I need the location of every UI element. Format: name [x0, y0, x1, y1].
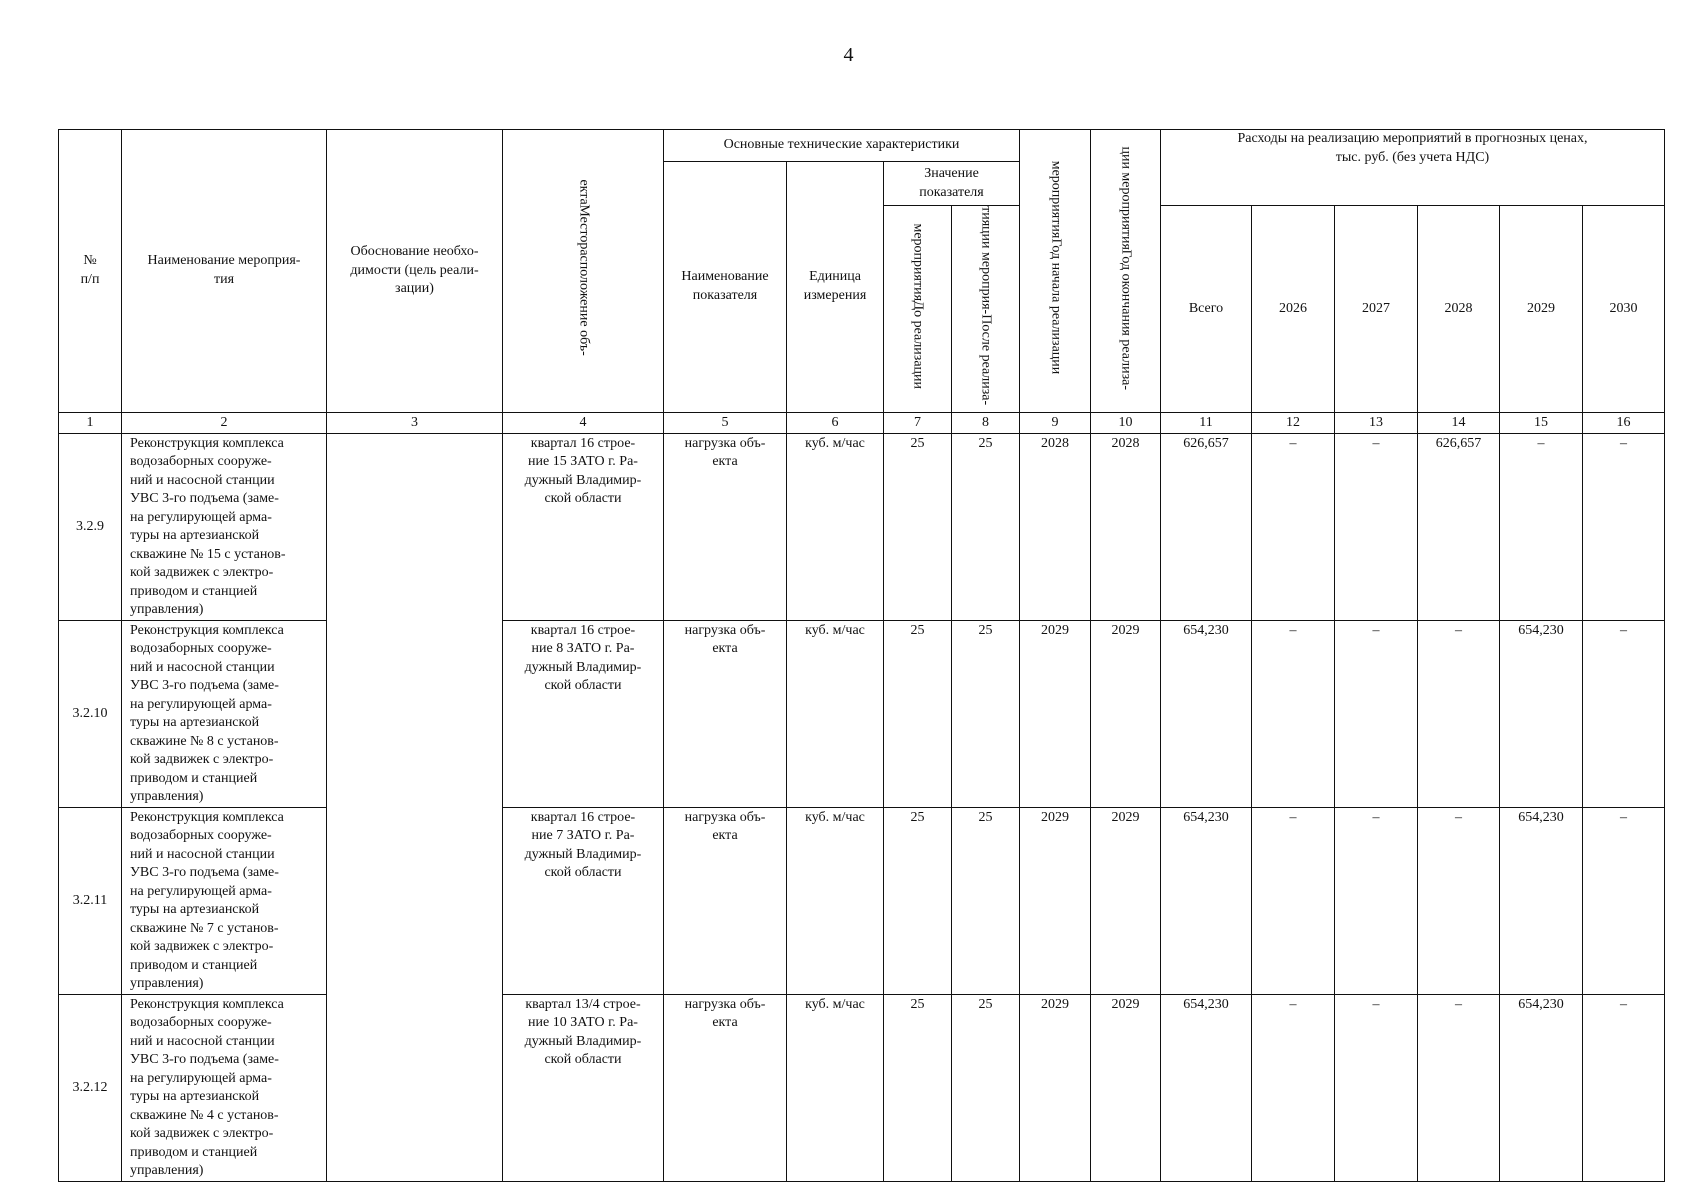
location-cell [503, 994, 664, 1181]
cost-total-cell: 654,230 [1161, 620, 1252, 807]
text-line: Месторасположение объ- [576, 204, 592, 356]
text-line: приводом и станцией [130, 770, 258, 786]
column-number: 12 [1252, 412, 1335, 433]
text-line: тия [978, 206, 994, 227]
column-number: 6 [787, 412, 884, 433]
header-year-2030: 2030 [1583, 206, 1665, 413]
text-line: скважине № 7 с установ- [130, 920, 279, 936]
value-before-cell: 25 [884, 620, 952, 807]
column-number: 10 [1091, 412, 1161, 433]
indicator-name-cell [664, 994, 787, 1181]
value-before-cell: 25 [884, 994, 952, 1181]
text-line: Реконструкция комплекса [130, 622, 284, 638]
year-end-cell: 2029 [1091, 994, 1161, 1181]
value-after-cell: 25 [952, 994, 1020, 1181]
year-end-cell: 2029 [1091, 620, 1161, 807]
cost-2030-cell: – [1583, 433, 1665, 620]
column-number: 13 [1335, 412, 1418, 433]
table-row [59, 994, 1665, 1181]
cost-2027-cell: – [1335, 807, 1418, 994]
text-line: измерения [803, 287, 867, 303]
cost-2026-cell: – [1252, 433, 1335, 620]
text-line: До реализации [910, 300, 926, 389]
cost-total-cell: 654,230 [1161, 994, 1252, 1181]
text-line: № [83, 253, 97, 269]
column-number: 15 [1500, 412, 1583, 433]
text-line: туры на артезианской [130, 528, 260, 544]
value-before-cell: 25 [884, 807, 952, 994]
text-line: водозаборных сооруже- [130, 1015, 272, 1031]
text-line: УВС 3-го подъема (заме- [130, 491, 279, 507]
text-line: После реализа- [978, 314, 994, 406]
cost-2026-cell: – [1252, 994, 1335, 1181]
row-code: 3.2.11 [59, 807, 122, 994]
cost-2029-cell: – [1500, 433, 1583, 620]
text-line: екта [712, 828, 738, 844]
location-cell [503, 807, 664, 994]
text-line: УВС 3-го подъема (заме- [130, 865, 279, 881]
text-line: ний и насосной станции [130, 1033, 275, 1049]
text-line: мероприятия [1048, 160, 1064, 239]
text-line: мероприятия [910, 222, 926, 301]
text-line: нагрузка объ- [684, 996, 766, 1012]
text-line: кой задвижек с электро- [130, 1126, 274, 1142]
header-costs-group [1161, 130, 1665, 206]
text-line: показателя [919, 184, 984, 200]
text-line: димости (цель реали- [350, 262, 479, 278]
cost-2028-cell: – [1418, 620, 1500, 807]
column-number: 4 [503, 412, 664, 433]
page-number: 4 [843, 44, 854, 66]
text-line: водозаборных сооруже- [130, 641, 272, 657]
header-indicator-name [664, 162, 787, 413]
text-line: на регулирующей арма- [130, 883, 272, 899]
column-number: 11 [1161, 412, 1252, 433]
text-line: ние 7 ЗАТО г. Ра- [531, 828, 635, 844]
cost-2026-cell: – [1252, 807, 1335, 994]
text-line: квартал 16 строе- [530, 622, 636, 638]
text-line: Значение [924, 166, 979, 181]
table-row [59, 433, 1665, 620]
cost-2028-cell: – [1418, 994, 1500, 1181]
value-after-cell: 25 [952, 807, 1020, 994]
year-start-cell: 2029 [1020, 807, 1091, 994]
text-line: УВС 3-го подъема (заме- [130, 678, 279, 694]
text-line: Наименование [681, 269, 769, 285]
column-number: 2 [122, 412, 327, 433]
cost-2026-cell: – [1252, 620, 1335, 807]
header-name [122, 130, 327, 413]
text-line: Реконструкция комплекса [130, 809, 284, 825]
cost-2030-cell: – [1583, 620, 1665, 807]
text-line: кой задвижек с электро- [130, 752, 274, 768]
cost-2028-cell: 626,657 [1418, 433, 1500, 620]
header-year-2026: 2026 [1252, 206, 1335, 413]
cost-2029-cell: 654,230 [1500, 620, 1583, 807]
text-line: дужный Владимир- [524, 472, 642, 488]
text-line: ние 15 ЗАТО г. Ра- [528, 454, 638, 470]
year-start-cell: 2029 [1020, 994, 1091, 1181]
header-total: Всего [1161, 206, 1252, 413]
column-number: 16 [1583, 412, 1665, 433]
text-line: квартал 13/4 строе- [525, 996, 641, 1012]
justification-cell [327, 433, 503, 1181]
text-line: приводом и станцией [130, 957, 258, 973]
header-year-2028: 2028 [1418, 206, 1500, 413]
column-number: 1 [59, 412, 122, 433]
row-code: 3.2.12 [59, 994, 122, 1181]
header-value-group [884, 162, 1020, 206]
text-line: дужный Владимир- [524, 1033, 642, 1049]
text-line: туры на артезианской [130, 715, 260, 731]
text-line: водозаборных сооруже- [130, 828, 272, 844]
text-line: Обоснование необхо- [350, 244, 479, 260]
column-number: 7 [884, 412, 952, 433]
header-location [503, 130, 664, 413]
measure-name [122, 807, 327, 994]
text-line: екта [576, 179, 592, 205]
text-line: ний и насосной станции [130, 846, 275, 862]
text-line: кой задвижек с электро- [130, 939, 274, 955]
text-line: управления) [130, 789, 204, 805]
row-code: 3.2.10 [59, 620, 122, 807]
text-line: ской области [544, 865, 622, 881]
cost-2027-cell: – [1335, 433, 1418, 620]
text-line: туры на артезианской [130, 1089, 260, 1105]
text-line: на регулирующей арма- [130, 696, 272, 712]
row-code: 3.2.9 [59, 433, 122, 620]
text-line: кой задвижек с электро- [130, 565, 274, 581]
text-line: скважине № 8 с установ- [130, 733, 279, 749]
text-line: дужный Владимир- [524, 659, 642, 675]
text-line: тыс. руб. (без учета НДС) [1335, 149, 1490, 165]
text-line: зации) [395, 281, 434, 297]
measure-name [122, 433, 327, 620]
text-line: ской области [544, 1052, 622, 1068]
unit-cell: куб. м/час [787, 620, 884, 807]
text-line: нагрузка объ- [684, 622, 766, 638]
column-number: 3 [327, 412, 503, 433]
unit-cell: куб. м/час [787, 433, 884, 620]
table-body [59, 433, 1665, 1181]
column-number-row [59, 412, 1665, 433]
table-row [59, 807, 1665, 994]
text-line: нагрузка объ- [684, 435, 766, 451]
measures-table [58, 129, 1665, 1182]
header-number [59, 130, 122, 413]
header-year-end [1091, 130, 1161, 413]
text-line: показателя [692, 287, 758, 303]
text-line: Реконструкция комплекса [130, 435, 284, 451]
year-start-cell: 2029 [1020, 620, 1091, 807]
column-number: 5 [664, 412, 787, 433]
cost-2029-cell: 654,230 [1500, 994, 1583, 1181]
cost-total-cell: 626,657 [1161, 433, 1252, 620]
header-after [952, 206, 1020, 413]
table-header [59, 130, 1665, 434]
text-line: квартал 16 строе- [530, 809, 636, 825]
text-line: екта [712, 641, 738, 657]
value-after-cell: 25 [952, 433, 1020, 620]
cost-2030-cell: – [1583, 807, 1665, 994]
text-line: водозаборных сооруже- [130, 454, 272, 470]
location-cell [503, 620, 664, 807]
indicator-name-cell [664, 807, 787, 994]
cost-2028-cell: – [1418, 807, 1500, 994]
header-before [884, 206, 952, 413]
cost-2027-cell: – [1335, 994, 1418, 1181]
measure-name [122, 994, 327, 1181]
indicator-name-cell [664, 620, 787, 807]
text-line: ской области [544, 678, 622, 694]
value-after-cell: 25 [952, 620, 1020, 807]
text-line: ний и насосной станции [130, 472, 275, 488]
indicator-name-cell [664, 433, 787, 620]
text-line: скважине № 15 с установ- [130, 546, 286, 562]
header-year-2027: 2027 [1335, 206, 1418, 413]
text-line: нагрузка объ- [684, 809, 766, 825]
text-line: ции мероприя- [978, 226, 994, 315]
text-line: ние 8 ЗАТО г. Ра- [531, 641, 635, 657]
measure-name [122, 620, 327, 807]
text-line: УВС 3-го подъема (заме- [130, 1052, 279, 1068]
text-line: п/п [80, 271, 100, 287]
value-before-cell: 25 [884, 433, 952, 620]
header-unit [787, 162, 884, 413]
text-line: на регулирующей арма- [130, 509, 272, 525]
text-line: Год начала реализации [1048, 238, 1064, 375]
column-number: 9 [1020, 412, 1091, 433]
header-tech-group: Основные технические характеристики [664, 130, 1020, 162]
cost-2030-cell: – [1583, 994, 1665, 1181]
text-line: скважине № 4 с установ- [130, 1107, 279, 1123]
text-line: ской области [544, 491, 622, 507]
header-year-2029: 2029 [1500, 206, 1583, 413]
text-line: управления) [130, 1163, 204, 1179]
text-line: тия [213, 271, 235, 287]
unit-cell: куб. м/час [787, 994, 884, 1181]
text-line: туры на артезианской [130, 902, 260, 918]
text-line: Наименование мероприя- [147, 253, 301, 269]
text-line: Реконструкция комплекса [130, 996, 284, 1012]
text-line: управления) [130, 976, 204, 992]
column-number: 14 [1418, 412, 1500, 433]
year-end-cell: 2029 [1091, 807, 1161, 994]
header-justification [327, 130, 503, 413]
table-row [59, 620, 1665, 807]
text-line: на регулирующей арма- [130, 1070, 272, 1086]
text-line: Год окончания реализа- [1118, 249, 1134, 390]
cost-total-cell: 654,230 [1161, 807, 1252, 994]
text-line: екта [712, 1015, 738, 1031]
text-line: управления) [130, 602, 204, 618]
header-year-start [1020, 130, 1091, 413]
text-line: приводом и станцией [130, 1144, 258, 1160]
text-line: ний и насосной станции [130, 659, 275, 675]
text-line: Расходы на реализацию мероприятий в прогнозных ценах, [1237, 131, 1588, 146]
cost-2029-cell: 654,230 [1500, 807, 1583, 994]
year-start-cell: 2028 [1020, 433, 1091, 620]
text-line: ние 10 ЗАТО г. Ра- [528, 1015, 638, 1031]
text-line: ции мероприятия [1118, 145, 1134, 250]
text-line: дужный Владимир- [524, 846, 642, 862]
unit-cell: куб. м/час [787, 807, 884, 994]
year-end-cell: 2028 [1091, 433, 1161, 620]
cost-2027-cell: – [1335, 620, 1418, 807]
column-number: 8 [952, 412, 1020, 433]
text-line: приводом и станцией [130, 583, 258, 599]
text-line: Единица [809, 269, 861, 285]
text-line: квартал 16 строе- [530, 435, 636, 451]
text-line: екта [712, 454, 738, 470]
location-cell [503, 433, 664, 620]
